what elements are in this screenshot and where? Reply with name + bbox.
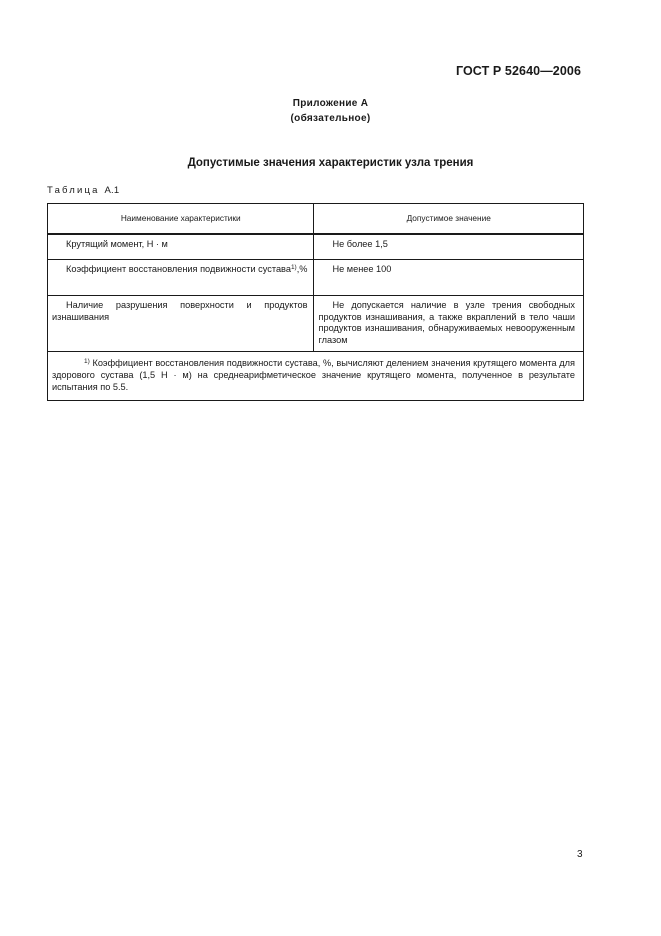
- characteristic-name: Коэффициент восстановления подвижности сустава: [66, 264, 291, 274]
- table-label-number: А.1: [104, 185, 120, 196]
- table-row: [48, 260, 584, 296]
- allowed-value: Не более 1,5: [332, 239, 388, 249]
- footnote-mark: 1): [290, 264, 297, 271]
- cell-value: [314, 296, 584, 352]
- allowed-value: Не менее 100: [332, 264, 392, 274]
- cell-name: [48, 260, 314, 296]
- document-code: ГОСТ Р 52640—2006: [455, 64, 581, 78]
- appendix-heading: [0, 96, 661, 126]
- cell-value: [314, 234, 584, 260]
- table-footnote-row: [48, 352, 584, 401]
- footnote-cell: [48, 352, 584, 401]
- table-label-word: Таблица: [47, 185, 100, 196]
- section-title: Допустимые значения характеристик узла трения: [187, 157, 474, 169]
- allowed-value: Не допускается наличие в узле трения свободных продуктов изнашивания, а также вкраплений в тело чаши продуктов изнашивания, обнаруживаемых невооруженным глазом: [318, 300, 575, 345]
- page-number: 3: [577, 849, 583, 860]
- table-label: [47, 185, 119, 196]
- table-row: [48, 296, 584, 352]
- footnote-mark: 1): [84, 358, 90, 365]
- specification-table: [47, 203, 584, 401]
- characteristic-name: Наличие разрушения поверхности и продуктов изнашивания: [52, 300, 308, 322]
- column-header-name: Наименование характеристики: [48, 204, 314, 235]
- cell-name: [48, 296, 314, 352]
- footnote-text: Коэффициент восстановления подвижности сустава, %, вычисляют делением значения крутящего момента для здорового сустава (1,5 Н · м) на среднеарифметическое значение крутящего момента, полученное в результате испытания по 5.5.: [52, 358, 575, 392]
- characteristic-name: Крутящий момент, Н · м: [66, 239, 168, 249]
- cell-name: [48, 234, 314, 260]
- table-row: [48, 234, 584, 260]
- appendix-status: (обязательное): [290, 113, 371, 124]
- cell-value: [314, 260, 584, 296]
- characteristic-unit: ,%: [296, 264, 308, 274]
- appendix-title: Приложение А: [292, 98, 369, 109]
- table-header-row: [48, 204, 584, 235]
- column-header-value: Допустимое значение: [314, 204, 584, 235]
